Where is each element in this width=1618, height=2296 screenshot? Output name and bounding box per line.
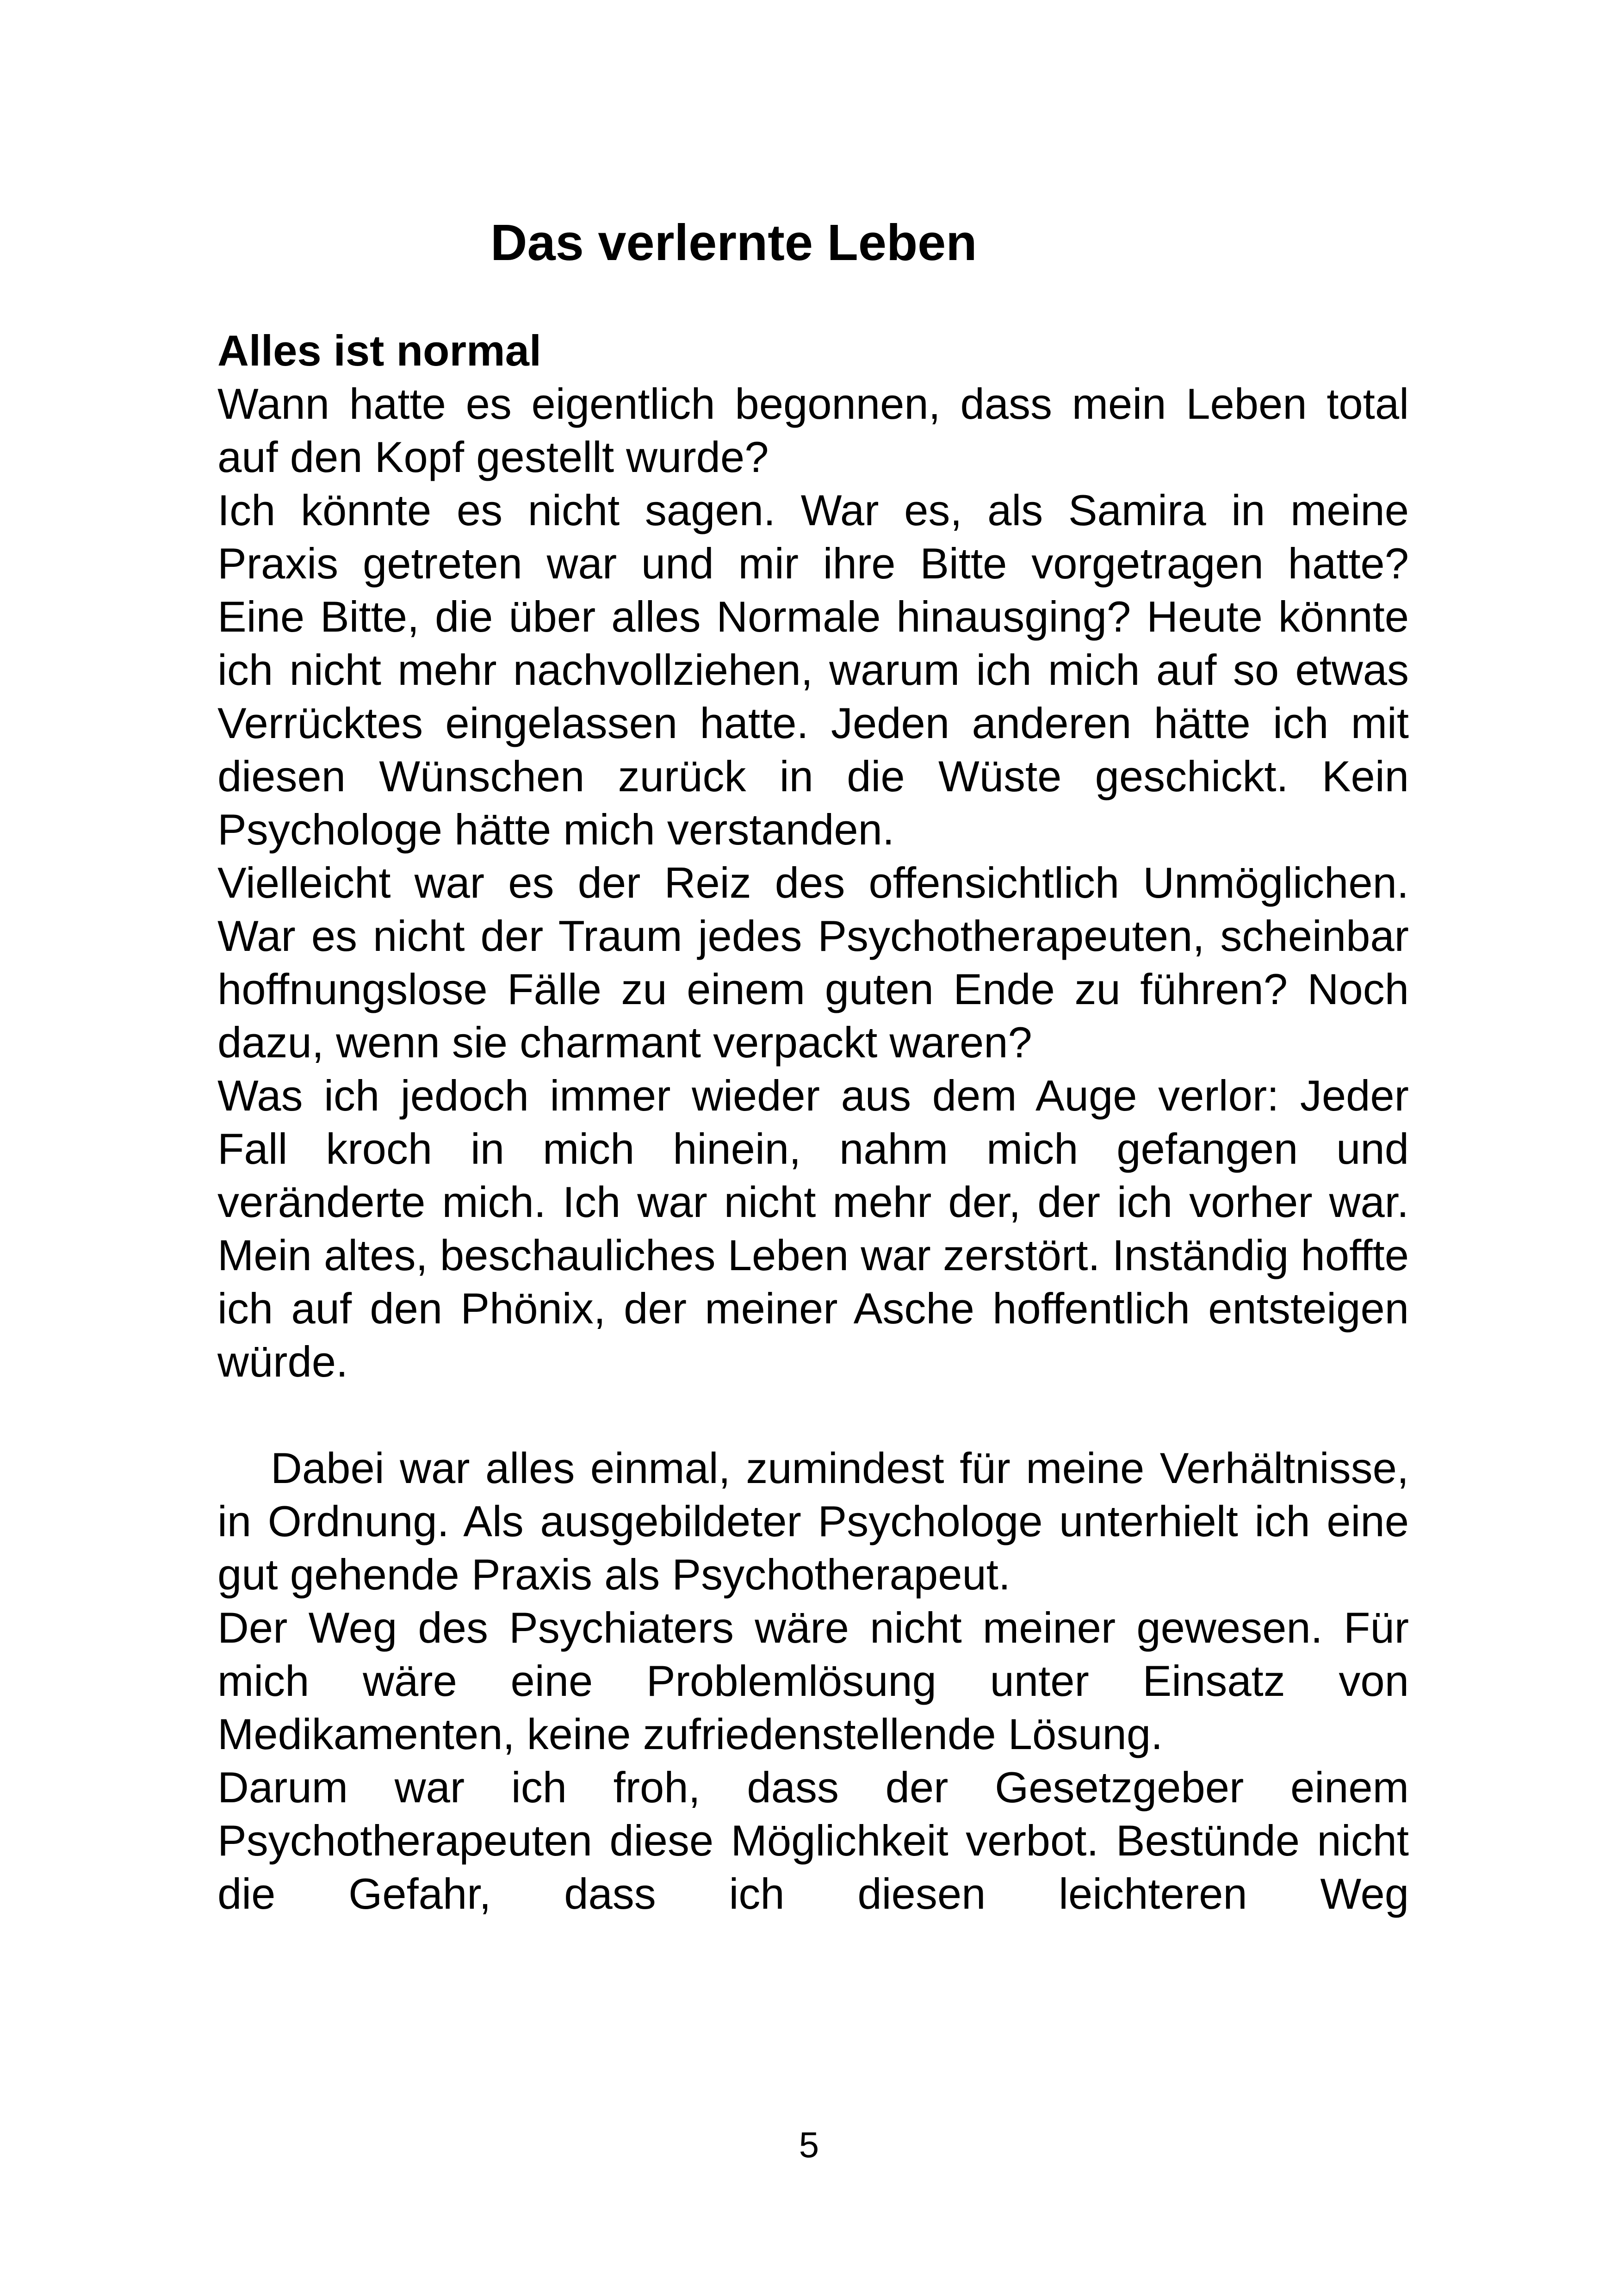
paragraph: Dabei war alles einmal, zumindest für meine Verhältnisse, in Ordnung. Als ausgebildeter Psychologe unterhielt ich eine gut gehende Praxis als Psychotherapeut. [217,1444,1409,1599]
page-number: 5 [799,2124,819,2165]
paragraph: Was ich jedoch immer wieder aus dem Auge verlor: Jeder Fall kroch in mich hinein, nahm mich gefangen und veränderte mich. Ich war nicht mehr der, der ich vorher war. Mein altes, beschauliches Leben war zerstört. Inständig hoffte ich auf den Phönix, der meiner Asche hoffentlich entsteigen würde. [217,1071,1409,1386]
book-title: Das verlernte Leben [490,214,977,271]
paragraph: Wann hatte es eigentlich begonnen, dass mein Leben total auf den Kopf gestellt wurde? [217,379,1409,481]
chapter-heading: Alles ist normal [217,326,541,375]
paragraph: Darum war ich froh, dass der Gesetzgeber einem Psychotherapeuten diese Möglichkeit verbot. Bestünde nicht die Gefahr, dass ich diesen leichteren Weg [217,1763,1409,1918]
paragraph: Vielleicht war es der Reiz des offensichtlich Unmöglichen. War es nicht der Traum jedes Psychotherapeuten, scheinbar hoffnungslose Fälle zu einem guten Ende zu führen? Noch dazu, wenn sie charmant verpackt waren? [217,858,1409,1067]
paragraph: Ich könnte es nicht sagen. War es, als Samira in meine Praxis getreten war und mir ihre Bitte vorgetragen hatte? Eine Bitte, die über alles Normale hinausging? Heute könnte ich nicht mehr nachvollziehen, warum ich mich auf so etwas Verrücktes eingelassen hatte. Jeden anderen hätte ich mit diesen Wünschen zurück in die Wüste geschickt. Kein Psychologe hätte mich verstanden. [217,486,1409,854]
paragraph: Der Weg des Psychiaters wäre nicht meiner gewesen. Für mich wäre eine Problemlösung unter Einsatz von Medikamenten, keine zufriedenstellende Lösung. [217,1603,1409,1758]
body-text [217,324,1409,1920]
section-break [217,1388,1409,1441]
